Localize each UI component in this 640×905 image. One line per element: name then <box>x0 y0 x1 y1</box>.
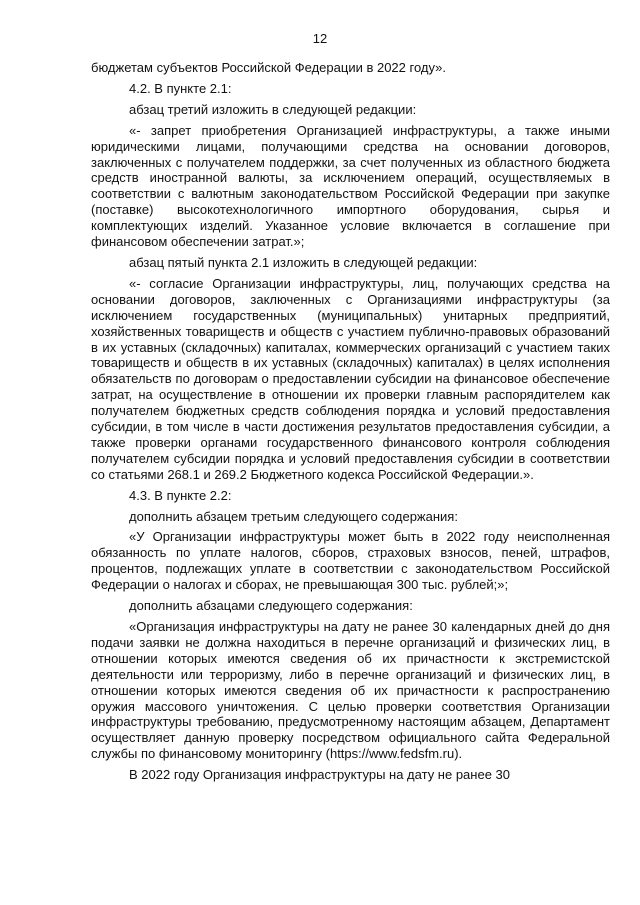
paragraph-quote: «- согласие Организации инфраструктуры, лиц, получающих средства на основании договоров, заключенных с Организациями инфраструктуры (за исключением государственных (муниципальных) унитарных предприятий, хозяйственных товариществ и обществ с участием публично-правовых образований в их уставных (складочных) капиталах, коммерческих организаций с участием таких товариществ и обществ в их уставных (складочных) капиталах) в целях исполнения обязательств по договорам о предоставлении субсидии на финансовое обеспечение затрат, на осуществление в отношении их проверки главным распорядителем как получателем бюджетных средств соблюдения порядка и условий предоставления субсидии, в том числе в части достижения результатов предоставления субсидии, а также проверки органами государственного финансового контроля соблюдения получателем субсидии порядка и условий предоставления субсидии в соответствии со статьями 268.1 и 269.2 Бюджетного кодекса Российской Федерации.». <box>91 275 610 482</box>
paragraph-quote: «- запрет приобретения Организацией инфраструктуры, а также иными юридическими лицами, получающими средства на основании договоров, заключенных с получателем поддержки, за счет полученных из областного бюджета средств иностранной валюты, за исключением операций, осуществляемых в соответствии с валютным законодательством Российской Федерации при закупке (поставке) высокотехнологичного импортного оборудования, сырья и комплектующих изделий. Указанное условие включается в соглашение при финансовом обеспечении затрат.»; <box>91 122 610 250</box>
paragraph-quote: «У Организации инфраструктуры может быть в 2022 году неисполненная обязанность по уплате налогов, сборов, страховых взносов, пеней, штрафов, процентов, подлежащих уплате в соответствии с законодательством Российской Федерации о налогах и сборах, не превышающая 300 тыс. рублей;»; <box>91 529 610 593</box>
paragraph-instruction: абзац пятый пункта 2.1 изложить в следующей редакции: <box>129 254 478 270</box>
page-number: 12 <box>312 31 328 46</box>
paragraph-continuation: бюджетам субъектов Российской Федерации в 2022 году». <box>91 60 446 75</box>
document-body <box>91 60 610 787</box>
paragraph-section-4-3: 4.3. В пункте 2.2: <box>129 487 232 503</box>
paragraph-quote: «Организация инфраструктуры на дату не ранее 30 календарных дней до дня подачи заявки не должна находиться в перечне организаций и физических лиц, в отношении которых имеются сведения об их причастности к экстремистской деятельности или терроризму, либо в перечне организаций и физических лиц, в отношении которых имеются сведения об их причастности к распространению оружия массового уничтожения. С целью проверки соответствия Организации инфраструктуры требованию, предусмотренному настоящим абзацем, Департамент осуществляет данную проверку посредством официального сайта Федеральной службы по финансовому мониторингу (https://www.fedsfm.ru). <box>91 619 610 762</box>
paragraph-section-4-2: 4.2. В пункте 2.1: <box>129 80 232 96</box>
paragraph-instruction: дополнить абзацем третьим следующего содержания: <box>129 508 458 524</box>
paragraph-instruction: абзац третий изложить в следующей редакции: <box>129 101 417 117</box>
paragraph-instruction: дополнить абзацами следующего содержания: <box>129 598 413 614</box>
paragraph-body: В 2022 году Организация инфраструктуры на дату не ранее 30 <box>129 767 510 783</box>
